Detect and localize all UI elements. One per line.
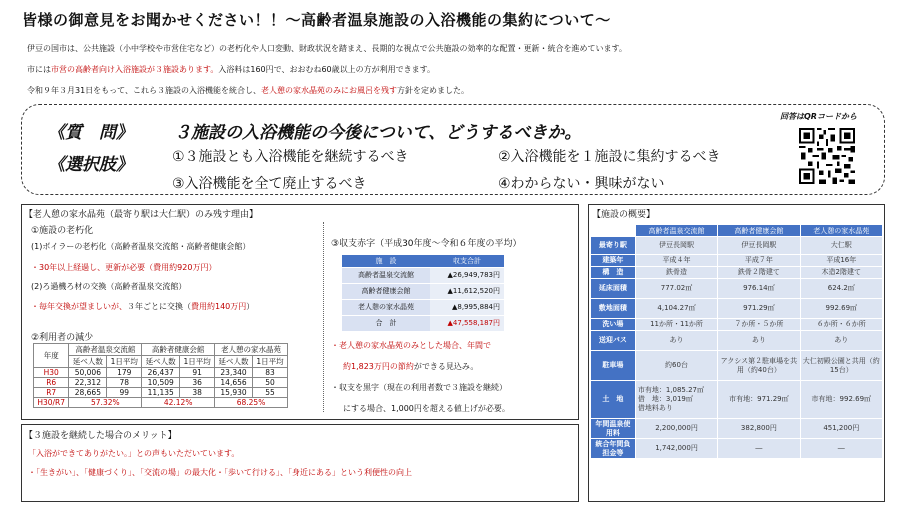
usage-cell: 23,340 [215, 368, 253, 378]
overview-cell: 624.2㎡ [800, 279, 882, 299]
usage-year: R6 [34, 378, 69, 388]
table-row [342, 283, 504, 299]
deficit-total-label: 合 計 [342, 315, 430, 331]
usage-cell: 91 [180, 368, 215, 378]
question-label: 《質 問》 [48, 123, 133, 143]
option-2: ②入浴機能を１施設に集約するべき [498, 149, 721, 165]
intro-highlight: 市営の高齢者向け入浴施設が３施設あります。 [51, 65, 219, 74]
usage-cell: 22,312 [69, 378, 107, 388]
intro-line-3 [27, 85, 469, 96]
overview-corner [591, 225, 636, 237]
overview-cell: 777.02㎡ [635, 279, 717, 299]
overview-row-label: 敷地面積 [591, 299, 636, 319]
overview-table [590, 224, 883, 459]
note-cost: 費用約140万円 [191, 302, 247, 311]
overview-row-label: 統合年間負担金等 [591, 439, 636, 459]
table-row [591, 319, 883, 331]
overview-cell: アクシス第２駐車場を共用（約40台） [718, 351, 800, 381]
usage-cell: 179 [107, 368, 142, 378]
usage-table [33, 343, 288, 408]
table-row [591, 299, 883, 319]
overview-cell: 市有地：971.29㎡ [718, 381, 800, 419]
table-row [34, 398, 288, 408]
options-label: 《選択肢》 [48, 155, 133, 175]
deficit-col-facility: 施 設 [342, 255, 430, 267]
option-4: ④わからない・興味がない [498, 176, 665, 192]
overview-row-label: 年間温泉使用料 [591, 419, 636, 439]
reason-1b-note [31, 301, 254, 312]
deficit-facility: 高齢者温泉交流館 [342, 267, 430, 283]
usage-cell: 26,437 [142, 368, 180, 378]
deficit-value: ▲8,995,884円 [430, 299, 504, 315]
overview-cell: 約60台 [635, 351, 717, 381]
usage-ratio-label: H30/R7 [34, 398, 69, 408]
intro-text: 方針を定めました。 [397, 86, 470, 95]
table-row [591, 255, 883, 267]
overview-row-label: 洗い場 [591, 319, 636, 331]
deficit-col-total: 収支合計 [430, 255, 504, 267]
reason-1a-note: ・30年以上経過し、更新が必要（費用約920万円） [31, 263, 217, 272]
overview-cell: 平成４年 [635, 255, 717, 267]
usage-cell: 11,135 [142, 388, 180, 398]
overview-cell: 大仁駅 [800, 237, 882, 255]
usage-col-year: 年度 [34, 344, 69, 368]
reason-1b: (2)ろ過機ろ材の交換（高齢者温泉交流館） [31, 282, 187, 291]
table-row [342, 315, 504, 331]
intro-text: 入浴料は160円で、おおむね60歳以上の方が利用できます。 [218, 65, 436, 74]
overview-cell: 大仁初殿公園と共用（約15台） [800, 351, 882, 381]
usage-sub: 1日平均 [252, 356, 287, 368]
overview-cell: あり [635, 331, 717, 351]
overview-row-label: 建築年 [591, 255, 636, 267]
usage-cell: 50,006 [69, 368, 107, 378]
table-row [591, 439, 883, 459]
overview-cell: 伊豆長岡駅 [718, 237, 800, 255]
overview-cell: あり [800, 331, 882, 351]
table-row [342, 267, 504, 283]
overview-cell: 平成７年 [718, 255, 800, 267]
usage-cell: 15,930 [215, 388, 253, 398]
table-row [591, 267, 883, 279]
usage-sub: 1日平均 [180, 356, 215, 368]
reason-1a: (1)ボイラーの老朽化（高齢者温泉交流館・高齢者健康会館） [31, 242, 251, 251]
overview-cell: 伊豆長岡駅 [635, 237, 717, 255]
usage-cell: 55 [252, 388, 287, 398]
usage-cell: 99 [107, 388, 142, 398]
overview-cell: 976.14㎡ [718, 279, 800, 299]
usage-col-facility: 高齢者健康会館 [142, 344, 215, 356]
intro-highlight: 老人憩の家水晶苑のみにお風呂を残す [261, 86, 398, 95]
panel-divider [323, 222, 324, 412]
reason-3-note-1 [331, 340, 491, 351]
merits-text: という利便性の向上 [340, 468, 412, 477]
intro-text: 令和９年３月31日をもって、これら３施設の入浴機能を統合し、 [27, 86, 262, 95]
overview-cell: 4,104.27㎡ [635, 299, 717, 319]
qr-code-icon[interactable] [799, 128, 855, 184]
table-row [34, 378, 288, 388]
usage-year: R7 [34, 388, 69, 398]
table-row [342, 299, 504, 315]
note-text: ・老人憩の家水晶苑のみとした場合、年間で [331, 341, 491, 350]
usage-ratio: 42.12% [142, 398, 215, 408]
reason-3-note-3: にする場合、1,000円を超える値上げが必要。 [343, 404, 510, 413]
overview-cell: 鉄骨造 [635, 267, 717, 279]
usage-ratio: 57.32% [69, 398, 142, 408]
usage-ratio: 68.25% [215, 398, 288, 408]
deficit-facility: 高齢者健康会館 [342, 283, 430, 299]
usage-cell: 78 [107, 378, 142, 388]
overview-row-label: 駐車場 [591, 351, 636, 381]
question-text: ３施設の入浴機能の今後について、どうするべきか。 [174, 123, 582, 143]
usage-sub: 1日平均 [107, 356, 142, 368]
reason-2-title: ②利用者の減少 [31, 333, 94, 343]
overview-cell: ― [718, 439, 800, 459]
usage-cell: 50 [252, 378, 287, 388]
deficit-facility: 老人憩の家水晶苑 [342, 299, 430, 315]
note-text: ができる見込み。 [413, 362, 479, 371]
deficit-table [342, 255, 504, 332]
usage-year: H30 [34, 368, 69, 378]
merits-line-1: 「入浴ができてありがたい。」との声もいただいています。 [28, 449, 240, 458]
overview-cell: 2,200,000円 [635, 419, 717, 439]
overview-col: 老人憩の家水晶苑 [800, 225, 882, 237]
qr-note: 回答はQRコードから [780, 112, 857, 121]
usage-sub: 延べ人数 [215, 356, 253, 368]
overview-cell: 鉄骨２階建て [718, 267, 800, 279]
overview-row-label: 送迎バス [591, 331, 636, 351]
overview-cell: ― [800, 439, 882, 459]
usage-col-facility: 高齢者温泉交流館 [69, 344, 142, 356]
overview-row-label: 延床面積 [591, 279, 636, 299]
overview-cell: 11か所・11か所 [635, 319, 717, 331]
note-text: ・毎年交換が望ましいが、 [31, 302, 127, 311]
overview-cell: 市有地：1,085.27㎡ 借 地：3,019㎡ 借地料あり [635, 381, 717, 419]
table-row [34, 388, 288, 398]
overview-cell: 382,800円 [718, 419, 800, 439]
overview-cell: あり [718, 331, 800, 351]
overview-row-label: 最寄り駅 [591, 237, 636, 255]
table-row [34, 368, 288, 378]
overview-cell: 平成16年 [800, 255, 882, 267]
table-row [591, 381, 883, 419]
table-row [591, 279, 883, 299]
overview-cell: 992.69㎡ [800, 299, 882, 319]
overview-cell: 971.29㎡ [718, 299, 800, 319]
table-row [591, 237, 883, 255]
deficit-value: ▲26,949,783円 [430, 267, 504, 283]
usage-cell: 10,509 [142, 378, 180, 388]
overview-cell: 451,200円 [800, 419, 882, 439]
overview-col: 高齢者温泉交流館 [635, 225, 717, 237]
overview-cell: 1,742,000円 [635, 439, 717, 459]
deficit-total-value: ▲47,558,187円 [430, 315, 504, 331]
reason-3-title: ③収支赤字（平成30年度～令和６年度の平均） [331, 239, 522, 249]
overview-col: 高齢者健康会館 [718, 225, 800, 237]
merits-text: ・「生きがい」、「健康づくり」、「交流の場」の最大化・「歩いて行ける」、「身近にある」 [28, 468, 340, 477]
deficit-value: ▲11,612,520円 [430, 283, 504, 299]
table-row [591, 419, 883, 439]
usage-cell: 38 [180, 388, 215, 398]
reason-3-note-2: ・収支を黒字（現在の利用者数で３施設を継続） [331, 383, 507, 392]
merits-header: 【３施設を継続した場合のメリット】 [24, 431, 177, 441]
note-text: ３年ごとに交換（ [127, 302, 191, 311]
option-1: ①３施設とも入浴機能を継続するべき [172, 149, 409, 165]
overview-cell: ７か所・５か所 [718, 319, 800, 331]
reasons-header: 【老人憩の家水晶苑（最寄り駅は大仁駅）のみ残す理由】 [24, 210, 259, 220]
usage-col-facility: 老人憩の家水晶苑 [215, 344, 288, 356]
page-title: 皆様の御意見をお聞かせください！！～高齢者温泉施設の入浴機能の集約について～ [22, 11, 611, 29]
reason-3-note-1b [343, 361, 478, 372]
intro-text: 市には [27, 65, 51, 74]
overview-cell: 木造2階建て [800, 267, 882, 279]
overview-row-label: 土 地 [591, 381, 636, 419]
overview-cell: 市有地：992.69㎡ [800, 381, 882, 419]
usage-cell: 14,656 [215, 378, 253, 388]
usage-cell: 28,665 [69, 388, 107, 398]
option-3: ③入浴機能を全て廃止するべき [172, 176, 367, 192]
table-row [591, 351, 883, 381]
usage-cell: 36 [180, 378, 215, 388]
merits-line-2 [28, 467, 576, 478]
table-row [591, 331, 883, 351]
usage-sub: 延べ人数 [142, 356, 180, 368]
usage-cell: 83 [252, 368, 287, 378]
note-saving: 約1,823万円の節約 [343, 362, 414, 371]
usage-sub: 延べ人数 [69, 356, 107, 368]
intro-line-1: 伊豆の国市は、公共施設（小中学校や市営住宅など）の老朽化や人口変動、財政状況を踏まえ、長期的な視点で公共施設の効率的な配置・更新・統合を進めています。 [27, 44, 627, 53]
overview-header: 【施設の概要】 [592, 210, 656, 220]
overview-row-label: 構 造 [591, 267, 636, 279]
overview-cell: ６か所・６か所 [800, 319, 882, 331]
reason-1-title: ①施設の老朽化 [31, 226, 94, 236]
note-text: ） [246, 302, 255, 311]
intro-line-2 [27, 64, 435, 75]
